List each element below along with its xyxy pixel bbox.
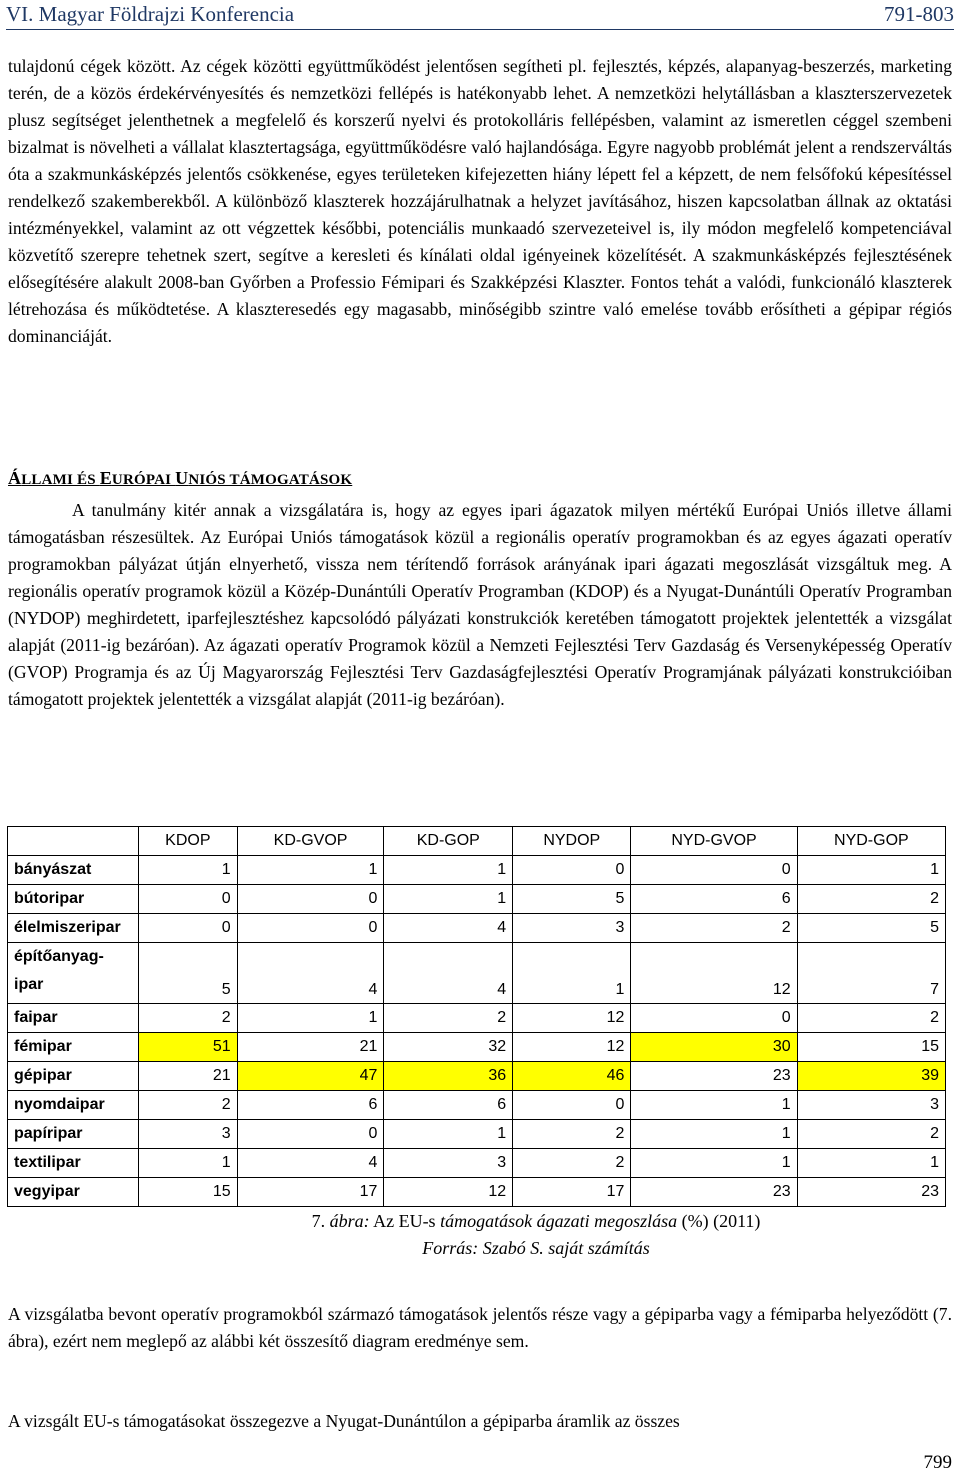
page-header <box>6 0 954 30</box>
table-cell: 1 <box>631 1091 797 1120</box>
table-cell: 1 <box>384 856 513 885</box>
table-cell: 1 <box>237 1004 384 1033</box>
table-cell: 23 <box>631 1062 797 1091</box>
row-label: vegyipar <box>8 1178 139 1207</box>
table-cell: 1 <box>797 1149 945 1178</box>
table-cell: 1 <box>237 856 384 885</box>
row-label: bútoripar <box>8 885 139 914</box>
table-cell: 2 <box>797 1120 945 1149</box>
table-cell: 36 <box>384 1062 513 1091</box>
table-cell: 4 <box>237 1149 384 1178</box>
row-label: fémipar <box>8 1033 139 1062</box>
table-cell: 0 <box>513 1091 631 1120</box>
table-cell: 12 <box>513 1004 631 1033</box>
table-cell: 12 <box>384 1178 513 1207</box>
table-cell: 47 <box>237 1062 384 1091</box>
table-cell: 46 <box>513 1062 631 1091</box>
column-header: KDOP <box>139 827 238 856</box>
table-cell: 4 <box>237 943 384 1004</box>
table-cell: 30 <box>631 1033 797 1062</box>
table-cell: 51 <box>139 1033 238 1062</box>
figure-source: Forrás: Szabó S. saját számítás <box>422 1238 650 1258</box>
table-row <box>8 856 946 885</box>
table-row <box>8 1120 946 1149</box>
table-cell: 1 <box>631 1149 797 1178</box>
table-cell: 5 <box>513 885 631 914</box>
table-cell: 6 <box>237 1091 384 1120</box>
table-cell: 1 <box>797 856 945 885</box>
table-cell: 0 <box>139 885 238 914</box>
table-cell: 15 <box>797 1033 945 1062</box>
row-label: bányászat <box>8 856 139 885</box>
table-cell: 23 <box>797 1178 945 1207</box>
table-cell: 2 <box>139 1004 238 1033</box>
column-header: KD-GOP <box>384 827 513 856</box>
column-header: KD-GVOP <box>237 827 384 856</box>
table-cell: 4 <box>384 943 513 1004</box>
table-row <box>8 914 946 943</box>
table-cell: 7 <box>797 943 945 1004</box>
table-cell: 3 <box>513 914 631 943</box>
column-header: NYD-GVOP <box>631 827 797 856</box>
table-cell: 2 <box>139 1091 238 1120</box>
table-cell: 3 <box>384 1149 513 1178</box>
table-cell: 2 <box>513 1149 631 1178</box>
paragraph-clusters: tulajdonú cégek között. Az cégek közötti együttműködést jelentősen segítheti pl. fejlesztés, képzés, alapanyag-beszerzés, marketing terén, de a közös érdekérvényesítés és nemzetközi fellépés is hatékonyabb lehet. A nemzetközi helytállásban a klaszterszervezetek plusz segítséget jelenthetnek a megfelelő és korszerű nyelvi és protokolláris fellépésben, valamint az ismeretlen céggel szembeni bizalmat is növelheti a vállalat klasztertagsága, együttműködésre való hajlandósága. Egyre nagyobb problémát jelent a rendszerváltás óta a szakmunkásképzés jelentős csökkenése, egyes területeken kifejezetten hiány lépett fel a képzett, de nem felsőfokú képesítéssel rendelkező szakemberekből. A különböző klaszterek hozzájárulhatnak a helyzet javításához, hiszen kapcsolatban állnak az oktatási intézményekkel, valamint az ott végzettek későbbi, potenciális munkaadó szervezeteivel is, ily módon megfelelő kompetenciával közvetítő szerepre tehetnek szert, segítve a keresleti és kínálati oldal igényeinek közelítését. A szakmunkásképzés fejlesztésének elősegítésére alakult 2008-ban Győrben a Professio Fémipari és Szakképzési Klaszter. Fontos tehát a valódi, funkcionáló klaszterek létrehozása és működtetése. A klaszteresedés egy magasabb, minőségibb szintre való emelése tovább erősítheti a gépipar régiós dominanciáját. <box>8 56 952 346</box>
table-cell: 2 <box>513 1120 631 1149</box>
table-row <box>8 1033 946 1062</box>
table-cell: 2 <box>384 1004 513 1033</box>
table-cell: 17 <box>513 1178 631 1207</box>
table-cell: 2 <box>631 914 797 943</box>
table-row <box>8 943 946 1004</box>
page-range: 791-803 <box>884 2 954 26</box>
paragraph-eu-support: A tanulmány kitér annak a vizsgálatára is, hogy az egyes ipari ágazatok milyen mértékű Európai Uniós illetve állami támogatásban részesültek. Az Európai Uniós támogatások közül a regionális operatív programokban és az egyes ágazati operatív programokban pályázat útján elnyerhető, vissza nem térítendő források arányának ipari ágazati megoszlását vizsgáltuk meg. A regionális operatív programok közül a Közép-Dunántúli Operatív Programban (KDOP) és a Nyugat-Dunántúli Operatív Programban (NYDOP) meghirdetett, iparfejlesztéshez kapcsolódó pályázati konstrukciók keretében támogatott projektek jelentették a vizsgálat alapját (2011-ig bezáróan). Az ágazati operatív Programok közül a Nemzeti Fejlesztési Terv Gazdaság és Versenyképesség Operatív (GVOP) Programja és az Új Magyarország Fejlesztési Terv Gazdaságfejlesztési Operatív Programjának pályázati konstrukcióiban támogatott projektek jelentették a vizsgálat alapját (2011-ig bezáróan). <box>8 500 952 709</box>
paragraph-summary: A vizsgálatba bevont operatív programokból származó támogatások jelentős része vagy a gépiparba vagy a fémiparba helyeződött (7. ábra), ezért nem meglepő az alábbi két összesítő diagram eredménye sem. <box>8 1304 952 1351</box>
table-cell: 0 <box>631 856 797 885</box>
page-number: 799 <box>923 1452 952 1473</box>
table-cell: 4 <box>384 914 513 943</box>
table-cell: 1 <box>384 885 513 914</box>
table-cell: 12 <box>513 1033 631 1062</box>
support-distribution-table <box>7 826 946 1207</box>
table-cell: 3 <box>139 1120 238 1149</box>
table-cell: 1 <box>631 1120 797 1149</box>
table-cell: 1 <box>513 943 631 1004</box>
figure-caption: 7. ábra: Az EU-s támogatások ágazati megoszlása (%) (2011) <box>311 1211 761 1231</box>
table-cell: 5 <box>797 914 945 943</box>
table-cell: 0 <box>237 885 384 914</box>
table-cell: 39 <box>797 1062 945 1091</box>
table-cell: 5 <box>139 943 238 1004</box>
table-cell: 2 <box>797 885 945 914</box>
table-row <box>8 1091 946 1120</box>
table-cell: 0 <box>237 1120 384 1149</box>
table-row <box>8 1004 946 1033</box>
table-cell: 6 <box>384 1091 513 1120</box>
table-row <box>8 1149 946 1178</box>
table-cell: 1 <box>139 1149 238 1178</box>
paragraph-continuation: A vizsgált EU-s támogatásokat összegezve a Nyugat-Dunántúlon a gépiparba áramlik az összes <box>8 1411 680 1431</box>
table-cell: 21 <box>139 1062 238 1091</box>
table-cell: 0 <box>237 914 384 943</box>
table-cell: 32 <box>384 1033 513 1062</box>
table-row <box>8 1062 946 1091</box>
table-cell: 12 <box>631 943 797 1004</box>
table-cell: 0 <box>139 914 238 943</box>
column-header: NYD-GOP <box>797 827 945 856</box>
row-label: faipar <box>8 1004 139 1033</box>
column-header: NYDOP <box>513 827 631 856</box>
section-heading: ÁLLAMI ÉS EURÓPAI UNIÓS TÁMOGATÁSOK <box>8 468 353 488</box>
row-label: élelmiszeripar <box>8 914 139 943</box>
table-cell: 0 <box>631 1004 797 1033</box>
table-cell: 1 <box>139 856 238 885</box>
table-cell: 23 <box>631 1178 797 1207</box>
table-cell: 17 <box>237 1178 384 1207</box>
table-cell: 21 <box>237 1033 384 1062</box>
corner-cell <box>8 827 139 856</box>
table-cell: 6 <box>631 885 797 914</box>
row-label: papíripar <box>8 1120 139 1149</box>
row-label: építőanyag- ipar <box>8 943 139 1004</box>
row-label: gépipar <box>8 1062 139 1091</box>
table-row <box>8 885 946 914</box>
table-cell: 0 <box>513 856 631 885</box>
table-row <box>8 1178 946 1207</box>
table-cell: 1 <box>384 1120 513 1149</box>
row-label: nyomdaipar <box>8 1091 139 1120</box>
table-cell: 2 <box>797 1004 945 1033</box>
table-cell: 3 <box>797 1091 945 1120</box>
table-cell: 15 <box>139 1178 238 1207</box>
table-header-row <box>8 827 946 856</box>
conference-title: VI. Magyar Földrajzi Konferencia <box>6 2 295 26</box>
row-label: textilipar <box>8 1149 139 1178</box>
